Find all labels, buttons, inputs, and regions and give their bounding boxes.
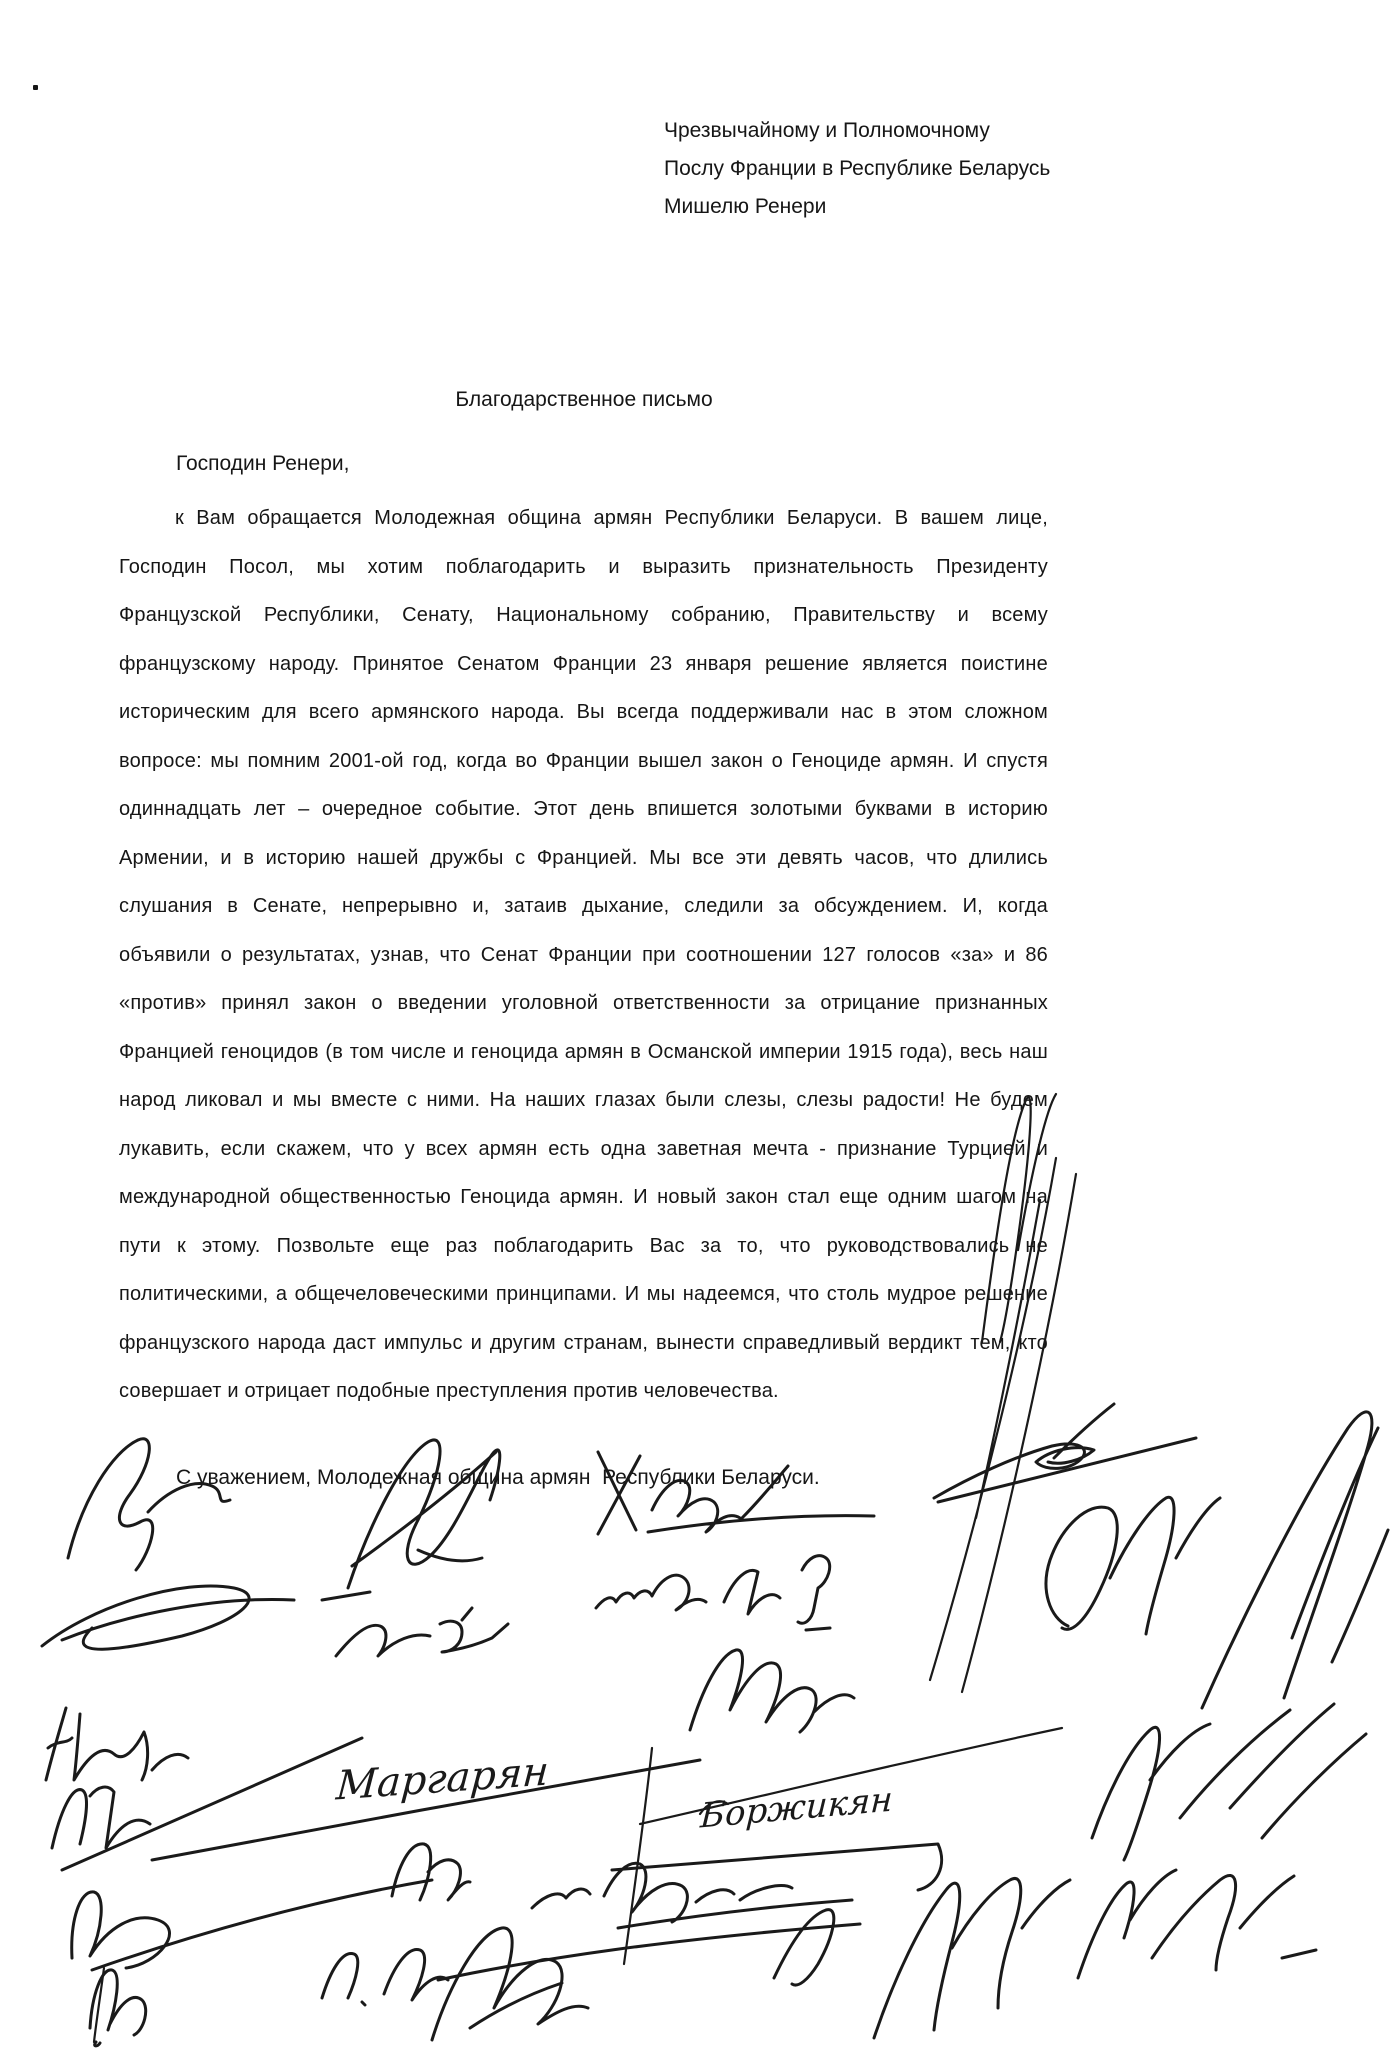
signature-stroke xyxy=(596,1556,830,1630)
signature-stroke xyxy=(348,1440,500,1588)
body-line: одиннадцать лет – очередное событие. Этот день впишется золотыми буквами в историю xyxy=(119,798,1048,820)
signature-stroke xyxy=(46,1708,188,1780)
body-line: «против» принял закон о введении уголовной ответственности за отрицание признанных xyxy=(119,992,1048,1014)
body-line: Господин Посол, мы хотим поблагодарить и выразить признательность Президенту xyxy=(119,555,1048,578)
signature-stroke xyxy=(1078,1870,1316,1978)
body-line: совершает и отрицает подобные преступления против человечества. xyxy=(119,1380,779,1402)
signature-stroke xyxy=(438,1910,860,1985)
signature-stroke xyxy=(72,1880,432,1970)
signature-stroke xyxy=(624,1748,652,1964)
signature-stroke xyxy=(336,1608,508,1656)
closing-line: С уважением, Молодежная община армян Республики Беларуси. xyxy=(176,1466,820,1489)
recipient-block xyxy=(664,112,1050,226)
signatures-ink-layer xyxy=(0,1080,1392,2048)
body-line: вопросе: мы помним 2001-ой год, когда во Франции вышел закон о Геноциде армян. И спустя xyxy=(119,749,1048,772)
body-line: к Вам обращается Молодежная община армян Республики Беларуси. В вашем лице, xyxy=(175,507,1048,529)
signature-stroke xyxy=(42,1586,370,1649)
signature-stroke xyxy=(598,1452,874,1534)
signature-stroke xyxy=(432,1928,588,2040)
body-line: французского народа даст импульс и другим странам, вынести справедливый вердикт тем, кто xyxy=(119,1331,1048,1354)
recipient-line: Послу Франции в Республике Беларусь xyxy=(664,157,1051,180)
body-line: историческим для всего армянского народа. Вы всегда поддерживали нас в этом сложном xyxy=(119,701,1048,723)
signature-stroke xyxy=(1092,1704,1366,1860)
signature-stroke xyxy=(392,1844,470,1900)
signature-name-borzhikyan: Боржикян xyxy=(699,1779,894,1837)
signature-stroke xyxy=(68,1439,230,1570)
recipient-line: Мишелю Ренери xyxy=(664,195,827,218)
signature-name-margaryan: Маргарян xyxy=(334,1748,551,1810)
body-line: пути к этому. Позвольте еще раз поблагодарить Вас за то, что руководствовались не xyxy=(119,1234,1048,1257)
signature-stroke xyxy=(1202,1412,1388,1708)
signature-stroke xyxy=(1046,1497,1220,1634)
signature-stroke xyxy=(322,1949,448,2005)
body-line: народ ликовал и мы вместе с ними. На наших глазах были слезы, слезы радости! Не будем xyxy=(119,1089,1048,1111)
body-line: Французской Республики, Сенату, Национальному собранию, Правительству и всему xyxy=(119,604,1048,626)
scan-artifact-dot xyxy=(33,85,38,90)
signature-stroke xyxy=(690,1650,854,1732)
signature-stroke xyxy=(532,1844,942,1928)
body-line: Армении, и в историю нашей дружбы с Францией. Мы все эти девять часов, что длились xyxy=(119,846,1048,869)
body-line: французскому народу. Принятое Сенатом Франции 23 января решение является поистине xyxy=(119,652,1048,675)
body-line: Францией геноцидов (в том числе и геноцида армян в Османской империи 1915 года), весь наш xyxy=(119,1040,1048,1063)
letter-title: Благодарственное письмо xyxy=(455,388,713,411)
recipient-line: Чрезвычайному и Полномочному xyxy=(664,119,990,142)
salutation: Господин Ренери, xyxy=(176,452,350,475)
signature-stroke xyxy=(874,1878,1070,2038)
body-line: слушания в Сенате, непрерывно и, затаив дыхание, следили за обсуждением. И, когда xyxy=(119,895,1048,917)
body-line: лукавить, если скажем, что у всех армян есть одна заветная мечта - признание Турцией и xyxy=(119,1137,1048,1160)
body-line: политическими, а общечеловеческими принципами. И мы надеемся, что столь мудрое решение xyxy=(119,1283,1048,1305)
signature-stroke xyxy=(94,1968,104,2042)
body-line: объявили о результатах, узнав, что Сенат Франции при соотношении 127 голосов «за» и 86 xyxy=(119,943,1048,966)
signature-stroke xyxy=(934,1404,1196,1502)
body-line: международной общественностью Геноцида армян. И новый закон стал еще одним шагом на xyxy=(119,1186,1048,1208)
